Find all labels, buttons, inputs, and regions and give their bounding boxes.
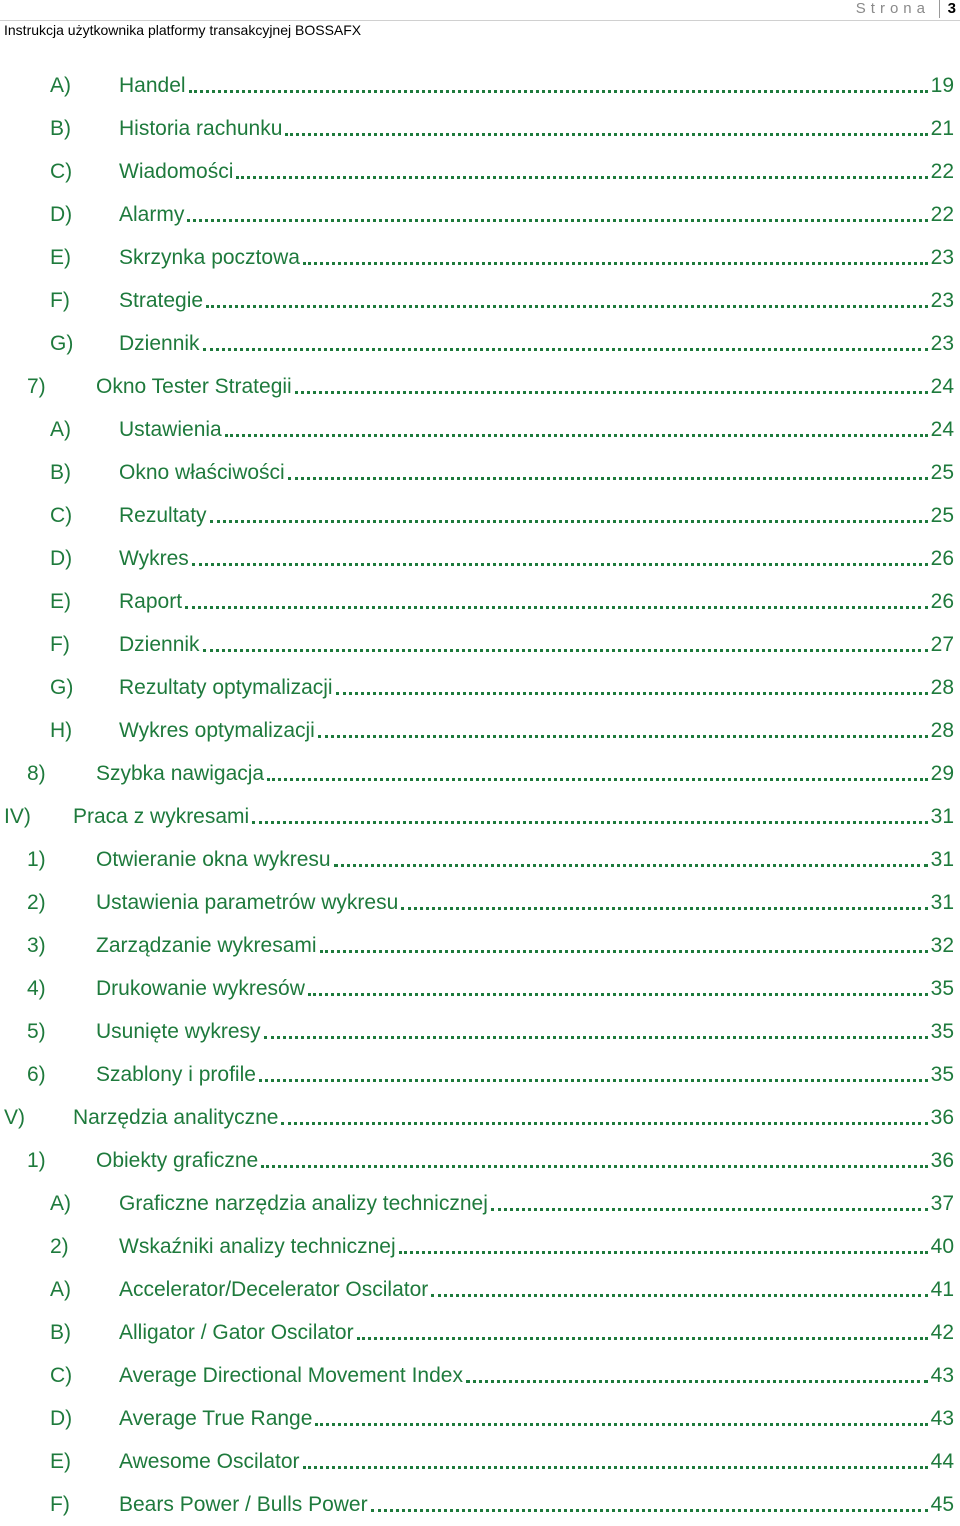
toc-entry-title: Strategie [119,288,204,312]
toc-entry-number: 4) [27,976,46,1000]
toc-entry-title: Graficzne narzędzia analizy technicznej [119,1191,488,1215]
document-title: Instrukcja użytkownika platformy transakcyjnej BOSSAFX [4,22,362,38]
toc-entry[interactable] [50,1225,954,1268]
toc-dot-leader [295,389,928,394]
toc-entry-number: 6) [27,1062,46,1086]
toc-entry-title: Skrzynka pocztowa [119,245,300,269]
toc-entry-title: Average True Range [119,1406,313,1430]
toc-entry[interactable] [50,408,954,451]
page-header [0,0,960,44]
toc-entry-page: 31 [930,890,954,914]
toc-entry-title: Raport [119,589,183,613]
toc-entry-title: Narzędzia analityczne [73,1105,279,1129]
toc-entry[interactable] [50,1440,954,1483]
toc-entry-page: 26 [930,589,954,613]
toc-entry-page: 24 [930,417,954,441]
toc-entry[interactable] [50,150,954,193]
toc-entry-page: 29 [930,761,954,785]
toc-entry-title: Ustawienia parametrów wykresu [96,890,399,914]
toc-entry-number: 5) [27,1019,46,1043]
toc-dot-leader [225,432,928,437]
toc-entry-number: D) [50,546,73,570]
toc-entry-page: 43 [930,1406,954,1430]
toc-entry-title: Dziennik [119,632,200,656]
toc-entry-page: 43 [930,1363,954,1387]
toc-dot-leader [315,1421,927,1426]
toc-dot-leader [203,346,928,351]
toc-entry-number: E) [50,589,71,613]
toc-entry[interactable] [27,752,954,795]
toc-entry[interactable] [50,537,954,580]
toc-entry-page: 23 [930,331,954,355]
toc-dot-leader [303,1464,928,1469]
toc-entry-title: Handel [119,73,186,97]
toc-entry-page: 22 [930,202,954,226]
toc-dot-leader [281,1120,927,1125]
toc-entry[interactable] [27,924,954,967]
toc-entry-number: A) [50,73,71,97]
toc-entry-title: Okno Tester Strategii [96,374,292,398]
toc-entry[interactable] [50,1311,954,1354]
toc-entry-title: Historia rachunku [119,116,283,140]
toc-dot-leader [334,862,928,867]
toc-dot-leader [399,1249,928,1254]
toc-entry-number: G) [50,331,74,355]
toc-dot-leader [252,819,927,824]
toc-entry-title: Alarmy [119,202,185,226]
toc-dot-leader [318,733,928,738]
toc-entry-page: 36 [930,1105,954,1129]
toc-entry[interactable] [50,279,954,322]
toc-entry-page: 28 [930,675,954,699]
toc-entry-page: 35 [930,1062,954,1086]
toc-dot-leader [206,303,928,308]
toc-dot-leader [192,561,928,566]
toc-entry-title: Usunięte wykresy [96,1019,261,1043]
toc-dot-leader [336,690,928,695]
toc-entry-page: 27 [930,632,954,656]
toc-entry-number: V) [4,1105,25,1129]
toc-dot-leader [357,1335,928,1340]
toc-entry[interactable] [27,838,954,881]
toc-dot-leader [210,518,928,523]
toc-entry-title: Alligator / Gator Oscilator [119,1320,354,1344]
toc-entry-title: Drukowanie wykresów [96,976,305,1000]
toc-entry-number: 1) [27,1148,46,1172]
toc-entry-page: 26 [930,546,954,570]
toc-entry[interactable] [50,494,954,537]
toc-entry-number: D) [50,1406,73,1430]
strona-label: Strona [855,0,930,17]
toc-entry-title: Szybka nawigacja [96,761,265,785]
toc-entry-title: Dziennik [119,331,200,355]
toc-entry-page: 31 [930,804,954,828]
toc-entry-title: Otwieranie okna wykresu [96,847,331,871]
toc-entry-page: 40 [930,1234,954,1258]
toc-dot-leader [189,88,928,93]
toc-entry[interactable] [27,881,954,924]
toc-entry-title: Zarządzanie wykresami [96,933,317,957]
toc-dot-leader [285,131,927,136]
toc-entry[interactable] [27,1139,954,1182]
toc-entry[interactable] [50,1182,954,1225]
toc-dot-leader [431,1292,927,1297]
toc-entry[interactable] [50,1397,954,1440]
toc-entry-title: Rezultaty optymalizacji [119,675,333,699]
toc-entry-number: B) [50,116,71,140]
toc-entry-page: 22 [930,159,954,183]
toc-entry-title: Obiekty graficzne [96,1148,259,1172]
toc-entry-page: 37 [930,1191,954,1215]
toc-entry-number: 2) [27,890,46,914]
toc-entry[interactable] [27,365,954,408]
toc-entry-number: 7) [27,374,46,398]
toc-dot-leader [401,905,927,910]
toc-entry-page: 31 [930,847,954,871]
toc-entry-title: Praca z wykresami [73,804,250,828]
toc-entry-page: 28 [930,718,954,742]
toc-entry-number: F) [50,632,70,656]
toc-entry-number: IV) [4,804,31,828]
toc-entry[interactable] [50,666,954,709]
toc-entry-number: F) [50,1492,70,1516]
toc-dot-leader [303,260,928,265]
toc-entry-number: F) [50,288,70,312]
toc-entry-title: Awesome Oscilator [119,1449,300,1473]
page-number: 3 [939,0,956,18]
toc-entry-title: Szablony i profile [96,1062,256,1086]
toc-entry-page: 23 [930,288,954,312]
toc-entry[interactable] [50,193,954,236]
toc-entry-title: Wykres optymalizacji [119,718,315,742]
toc-entry-number: C) [50,503,73,527]
toc-entry[interactable] [50,580,954,623]
toc-entry-title: Accelerator/Decelerator Oscilator [119,1277,429,1301]
toc-dot-leader [466,1378,928,1383]
toc-dot-leader [187,217,927,222]
toc-entry-title: Rezultaty [119,503,207,527]
toc-entry[interactable] [50,64,954,107]
toc-dot-leader [267,776,928,781]
toc-entry-page: 23 [930,245,954,269]
toc-dot-leader [308,991,928,996]
toc-entry-page: 36 [930,1148,954,1172]
toc-entry-title: Okno właściwości [119,460,285,484]
toc-entry-number: 8) [27,761,46,785]
toc-entry-page: 35 [930,976,954,1000]
toc-entry-page: 32 [930,933,954,957]
toc-entry-page: 21 [930,116,954,140]
toc-entry-number: 3) [27,933,46,957]
toc-entry-page: 41 [930,1277,954,1301]
toc-entry-title: Bears Power / Bulls Power [119,1492,368,1516]
toc-entry-number: E) [50,245,71,269]
toc-entry-number: G) [50,675,74,699]
toc-entry[interactable] [50,107,954,150]
toc-dot-leader [320,948,928,953]
toc-entry-number: A) [50,1191,71,1215]
header-rule [0,20,960,21]
toc-dot-leader [259,1077,928,1082]
toc-entry-number: 2) [50,1234,69,1258]
toc-dot-leader [185,604,928,609]
toc-entry-number: A) [50,417,71,441]
toc-entry-number: C) [50,159,73,183]
toc-entry-page: 24 [930,374,954,398]
toc-entry[interactable] [4,1096,954,1139]
toc-entry-number: A) [50,1277,71,1301]
toc-entry-title: Wykres [119,546,189,570]
toc-entry[interactable] [50,322,954,365]
toc-entry[interactable] [50,623,954,666]
toc-entry-number: B) [50,460,71,484]
toc-entry-page: 35 [930,1019,954,1043]
toc-entry-page: 25 [930,503,954,527]
toc-entry-number: D) [50,202,73,226]
toc-entry-number: H) [50,718,73,742]
toc-dot-leader [261,1163,927,1168]
toc-entry-number: 1) [27,847,46,871]
toc-dot-leader [371,1507,928,1512]
toc-entry-title: Ustawienia [119,417,222,441]
toc-entry-title: Wskaźniki analizy technicznej [119,1234,396,1258]
toc-entry[interactable] [27,1053,954,1096]
toc-dot-leader [264,1034,928,1039]
toc-entry-title: Average Directional Movement Index [119,1363,463,1387]
toc-dot-leader [203,647,928,652]
toc-entry-page: 42 [930,1320,954,1344]
toc-entry[interactable] [50,236,954,279]
toc-entry-page: 44 [930,1449,954,1473]
toc-dot-leader [288,475,928,480]
toc-entry-number: B) [50,1320,71,1344]
toc-entry-page: 25 [930,460,954,484]
toc-entry[interactable] [50,451,954,494]
toc-dot-leader [491,1206,928,1211]
toc-entry-number: E) [50,1449,71,1473]
toc-entry-page: 45 [930,1492,954,1516]
toc-entry[interactable] [50,1268,954,1311]
toc-entry[interactable] [50,709,954,752]
toc-entry-title: Wiadomości [119,159,234,183]
toc-entry[interactable] [4,795,954,838]
toc-entry[interactable] [27,967,954,1010]
toc-entry-page: 19 [930,73,954,97]
toc-dot-leader [236,174,927,179]
toc-entry-number: C) [50,1363,73,1387]
toc-entry[interactable] [50,1354,954,1397]
toc-entry[interactable] [27,1010,954,1053]
